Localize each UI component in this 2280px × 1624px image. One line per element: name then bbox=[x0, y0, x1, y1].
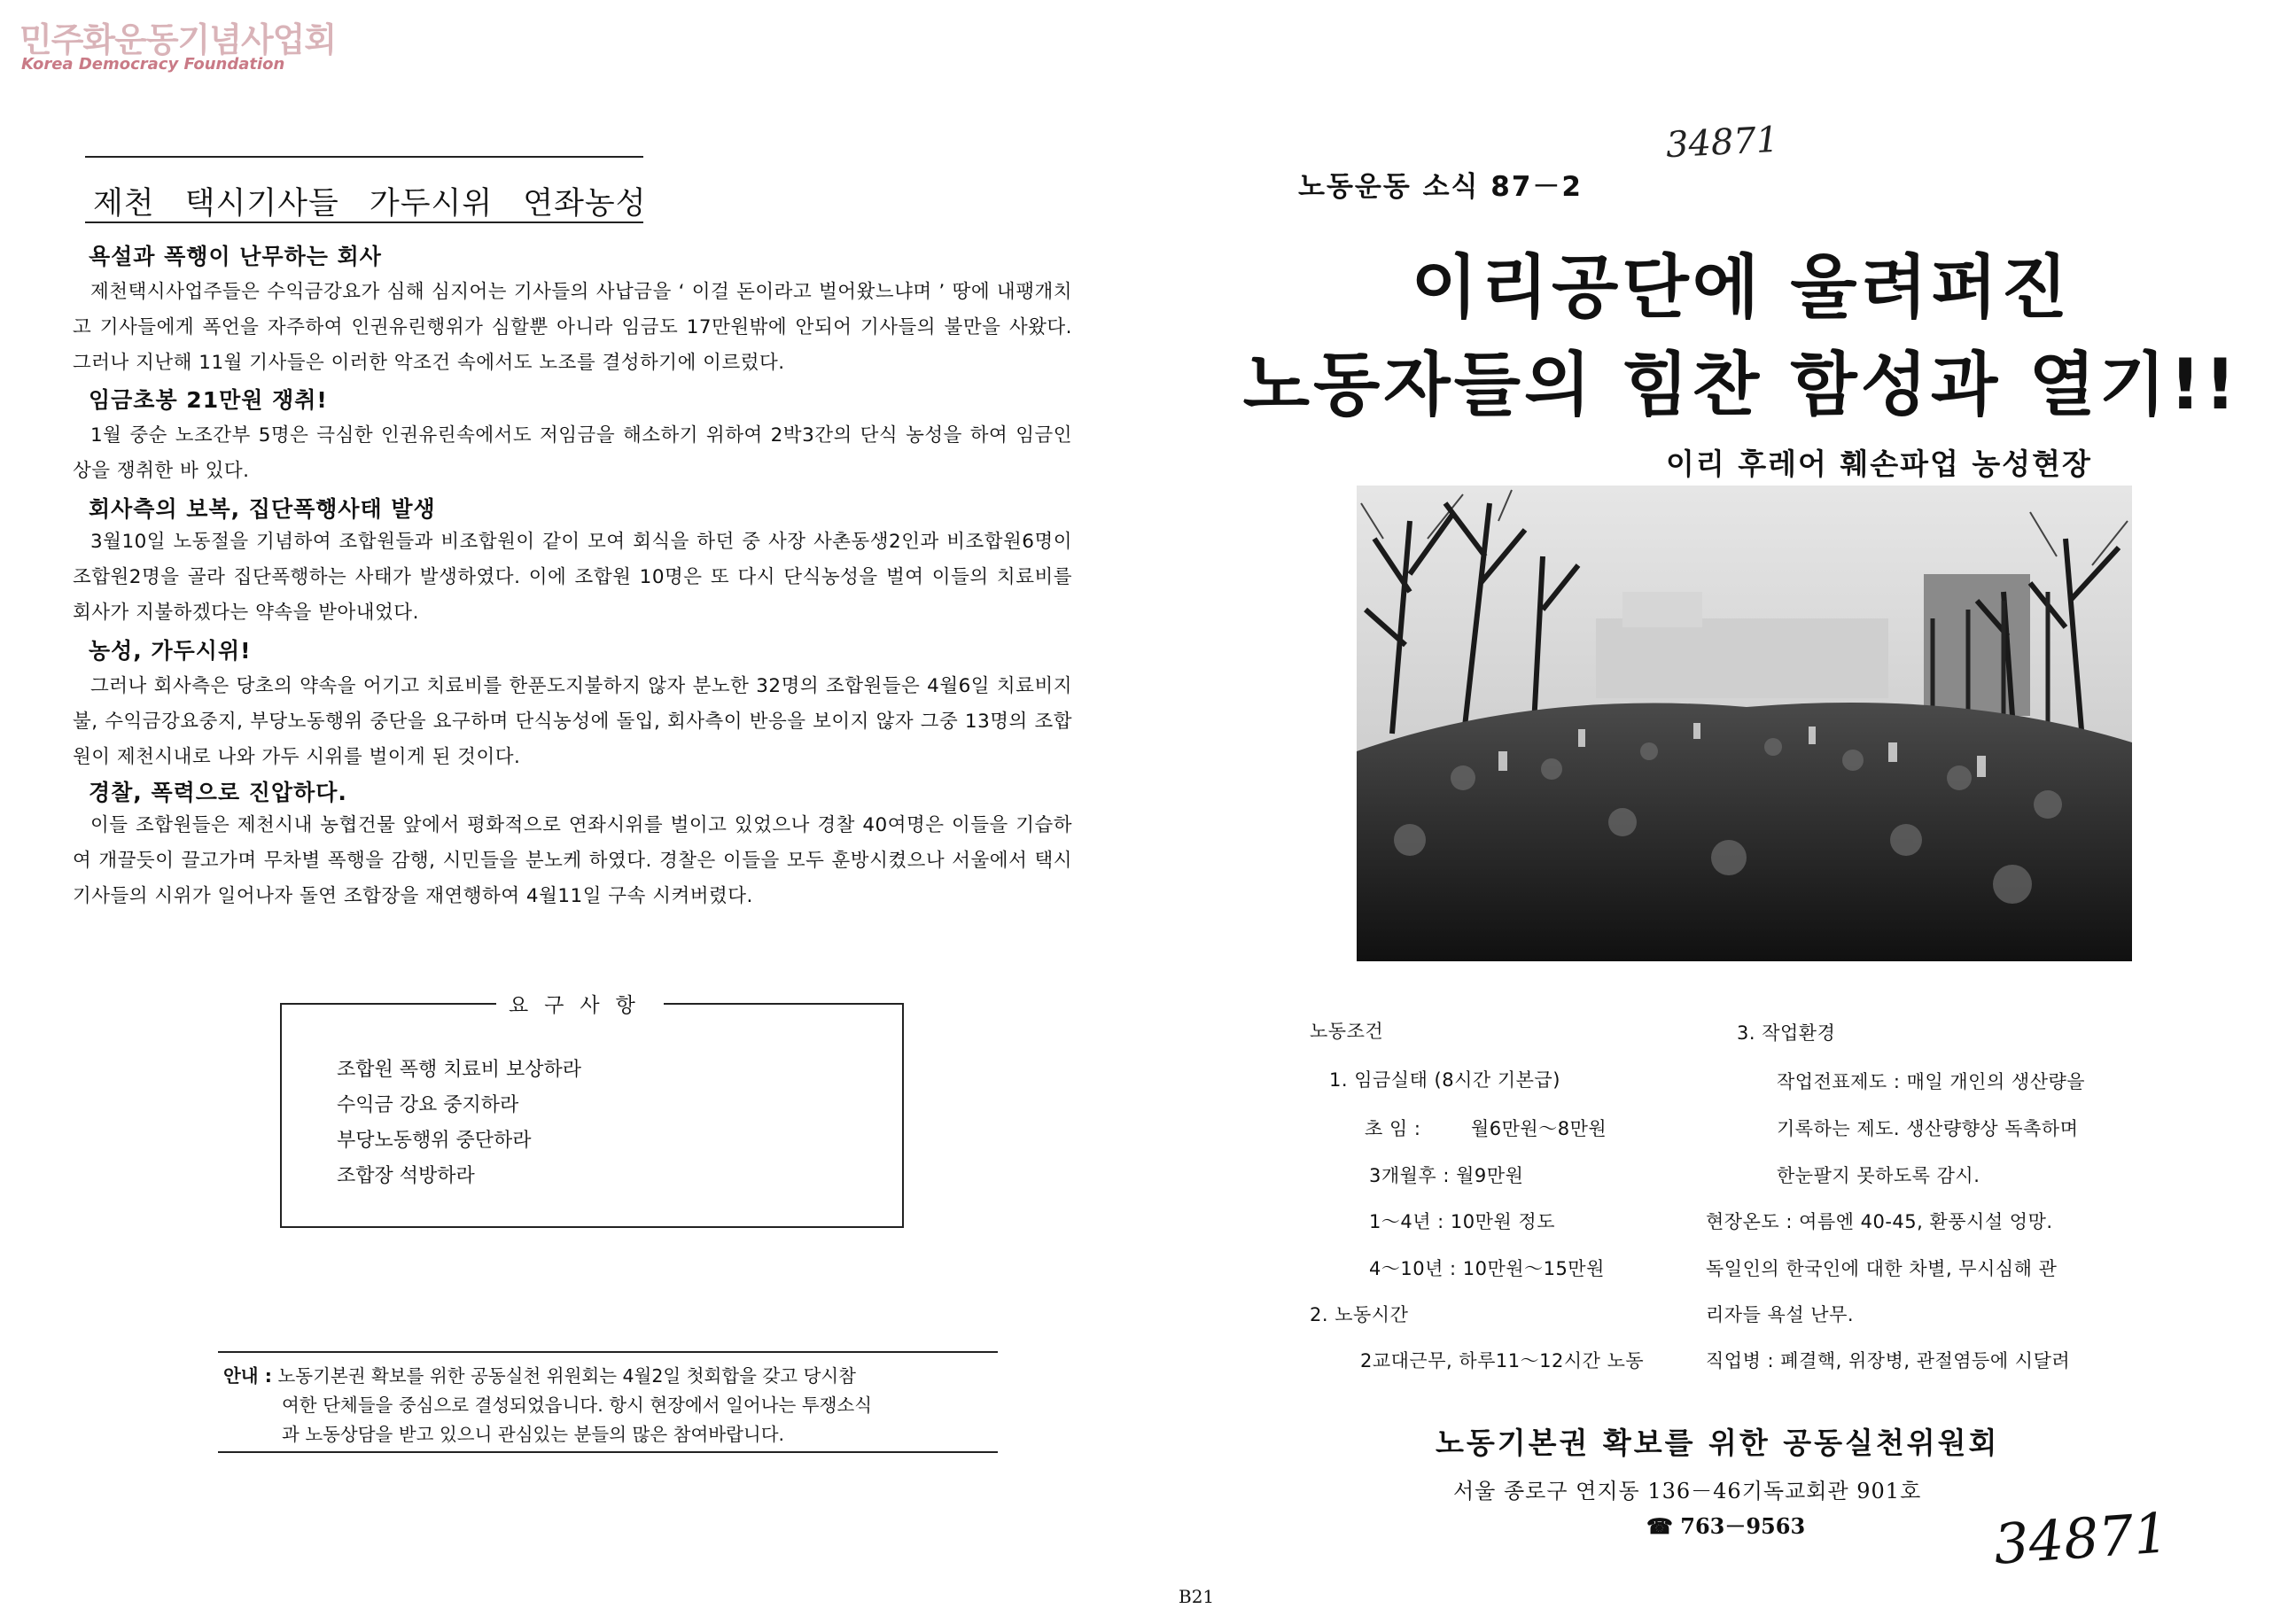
wage-row-label: 초 임 : bbox=[1365, 1118, 1421, 1139]
section-heading-3: 회사측의 보복, 집단폭행사태 발생 bbox=[89, 496, 436, 522]
environment-line: 기록하는 제도. 생산량향상 독촉하며 bbox=[1777, 1118, 2079, 1139]
title-rule-top bbox=[85, 156, 643, 158]
protest-photo-illustration bbox=[1357, 486, 2132, 961]
headline-line-2: 노동자들의 힘찬 함성과 열기!! bbox=[1242, 346, 2240, 425]
section-body-5: 이들 조합원들은 제천시내 농협건물 앞에서 평화적으로 연좌시위를 벌이고 있었으나 경찰 40여명은 이들을 기습하여 개끌듯이 끌고가며 무차별 폭행을 감행, 시민들을 분노케 하였다. 경찰은 이들을 모두 훈방시켰으나 서울에서 택시기사들의 시위가 일어나자 돌연 조합장을 재연행하여 4월11일 구속 시켜버렸다. bbox=[73, 814, 1072, 907]
protest-crowd-photo bbox=[1357, 486, 2132, 961]
environment-line: 현장온도 : 여름엔 40-45, 환풍시설 엉망. bbox=[1706, 1211, 2053, 1232]
notice-line: 여한 단체들을 중심으로 결성되었읍니다. 항시 현장에서 일어나는 투쟁소식 bbox=[282, 1395, 873, 1416]
notice-line: 노동기본권 확보를 위한 공동실천 위원회는 4월2일 첫회합을 갖고 당시참 bbox=[277, 1365, 856, 1387]
section-body-4: 그러나 회사측은 당초의 약속을 어기고 치료비를 한푼도지불하지 않자 분노한 32명의 조합원들은 4월6일 치료비지불, 수익금강요중지, 부당노동행위 중단을 요구하며 단식농성에 돌입, 회사측이 반응을 보이지 않자 그중 13명의 조합원이 제천시내로 나와 가두 시위를 벌이게 된 것이다. bbox=[73, 675, 1072, 768]
section-body-2: 1월 중순 노조간부 5명은 극심한 인권유린속에서도 저임금을 해소하기 위하여 2박3간의 단식 농성을 하여 임금인상을 쟁취한 바 있다. bbox=[73, 424, 1072, 482]
demand-item: 조합장 석방하라 bbox=[337, 1165, 475, 1187]
title-rule-bottom bbox=[85, 221, 643, 223]
demands-list bbox=[337, 1053, 581, 1194]
section-heading-2: 임금초봉 21만원 쟁취! bbox=[89, 387, 328, 413]
wage-row-value: 월6만원～8만원 bbox=[1471, 1118, 1607, 1139]
section-heading-5: 경찰, 폭력으로 진압하다. bbox=[89, 780, 347, 805]
demand-item: 수익금 강요 중지하라 bbox=[337, 1094, 519, 1116]
hours-section-title: 2. 노동시간 bbox=[1310, 1304, 1409, 1325]
environment-line: 직업병 : 폐결핵, 위장병, 관절염등에 시달려 bbox=[1706, 1350, 2071, 1371]
wage-row: 3개월후 : 월9만원 bbox=[1369, 1165, 1524, 1186]
photo-subhead: 이리 후레어 훼손파업 농성현장 bbox=[1666, 447, 2092, 481]
watermark-logo-english: Korea Democracy Foundation bbox=[21, 55, 285, 74]
notice-block bbox=[223, 1362, 1003, 1449]
wage-row: 4～10년 : 10만원～15만원 bbox=[1369, 1258, 1605, 1279]
hours-body: 2교대근무, 하루11～12시간 노동 bbox=[1360, 1350, 1645, 1371]
section-body-1: 제천택시사업주들은 수익금강요가 심해 심지어는 기사들의 사납금을 ‘ 이걸 돈이라고 벌어왔느냐며 ’ 땅에 내팽개치고 기사들에게 폭언을 자주하여 인권유린행위가 심할뿐 아니라 임금도 17만원밖에 안되어 기사들의 불만을 사왔다. 그러나 지난해 11월 기사들은 이러한 악조건 속에서도 노조를 결성하기에 이르렀다. bbox=[73, 281, 1072, 374]
notice-rule-top bbox=[218, 1351, 998, 1353]
demand-item: 부당노동행위 중단하라 bbox=[337, 1130, 532, 1152]
section-body-3: 3월10일 노동절을 기념하여 조합원들과 비조합원이 같이 모여 회식을 하던 중 사장 사촌동생2인과 비조합원6명이 조합원2명을 골라 집단폭행하는 사태가 발생하였다. 이에 조합원 10명은 또 다시 단식농성을 벌여 이들의 치료비를 회사가 지불하겠다는 약속을 받아내었다. bbox=[73, 531, 1072, 624]
watermark-logo-korean: 민주화운동기념사업회 bbox=[19, 20, 337, 59]
environment-line: 독일인의 한국인에 대한 차별, 무시심해 관 bbox=[1706, 1258, 2058, 1279]
environment-line: 한눈팔지 못하도록 감시. bbox=[1777, 1165, 1980, 1186]
organization-phone: ☎ 763－9563 bbox=[1646, 1513, 1806, 1539]
organization-name: 노동기본권 확보를 위한 공동실천위원회 bbox=[1436, 1426, 2000, 1460]
wage-row: 1～4년 : 10만원 정도 bbox=[1369, 1211, 1555, 1232]
organization-address: 서울 종로구 연지동 136－46기독교회관 901호 bbox=[1453, 1479, 1922, 1504]
notice-line: 과 노동상담을 받고 있으니 관심있는 분들의 많은 참여바랍니다. bbox=[282, 1424, 785, 1445]
notice-rule-bottom bbox=[218, 1451, 998, 1453]
handwritten-archive-number: 34871 bbox=[1991, 1500, 2171, 1577]
notice-label: 안내 : bbox=[223, 1365, 272, 1387]
wage-section-title: 1. 임금실태 (8시간 기본급) bbox=[1329, 1069, 1560, 1091]
environment-section-title: 3. 작업환경 bbox=[1737, 1022, 1836, 1044]
headline-line-1: 이리공단에 울려퍼진 bbox=[1411, 248, 2072, 328]
demands-title: 요구사항 bbox=[496, 989, 664, 1018]
conditions-heading: 노동조건 bbox=[1310, 1021, 1384, 1042]
environment-line: 리자들 욕설 난무. bbox=[1706, 1304, 1855, 1325]
page-code: B21 bbox=[1179, 1586, 1215, 1607]
newsletter-issue-label: 노동운동 소식 87－2 bbox=[1298, 171, 1583, 203]
section-heading-1: 욕설과 폭행이 난무하는 회사 bbox=[89, 244, 382, 269]
handwritten-archive-number: 34871 bbox=[1664, 119, 1780, 167]
environment-line: 작업전표제도 : 매일 개인의 생산량을 bbox=[1777, 1071, 2086, 1092]
left-article-title: 제천 택시기사들 가두시위 연좌농성 bbox=[93, 186, 647, 221]
section-heading-4: 농성, 가두시위! bbox=[89, 638, 252, 664]
demand-item: 조합원 폭행 치료비 보상하라 bbox=[337, 1059, 582, 1081]
